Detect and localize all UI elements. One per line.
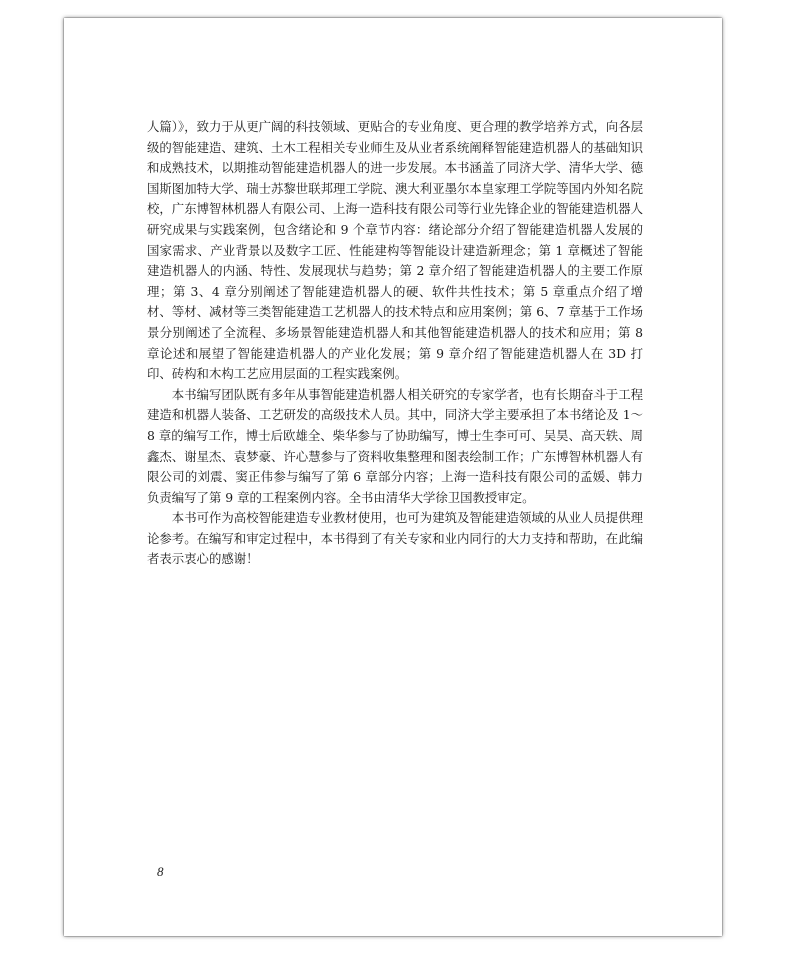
paragraph-acknowledgement: 本书可作为高校智能建造专业教材使用，也可为建筑及智能建造领域的从业人员提供理论参考。在编写和审定过程中，本书得到了有关专家和业内同行的大力支持和帮助，在此编者表示衷心的感谢！ bbox=[147, 510, 643, 567]
paragraph-authors: 本书编写团队既有多年从事智能建造机器人相关研究的专家学者，也有长期奋斗于工程建造和机器人装备、工艺研发的高级技术人员。其中，同济大学主要承担了本书绪论及 1～8 章的编写工作，博士后欧雄全、柴华参与了协助编写，博士生李可可、吴昊、高天轶、周鑫杰、谢星杰、袁梦豪、许心慧参与了资料收集整理和图表绘制工作；广东博智林机器人有限公司的刘震、窦正伟参与编写了第 6 章部分内容；上海一造科技有限公司的孟媛、韩力负责编写了第 9 章的工程案例内容。全书由清华大学徐卫国教授审定。 bbox=[147, 386, 643, 505]
body-text bbox=[147, 117, 643, 570]
book-page bbox=[64, 18, 722, 936]
paragraph-intro-summary: 人篇）》，致力于从更广阔的科技领域、更贴合的专业角度、更合理的教学培养方式，向各层级的智能建造、建筑、土木工程相关专业师生及从业者系统阐释智能建造机器人的基础知识和成熟技术，以期推动智能建造机器人的进一步发展。本书涵盖了同济大学、清华大学、德国斯图加特大学、瑞士苏黎世联邦理工学院、澳大利亚墨尔本皇家理工学院等国内外知名院校，广东博智林机器人有限公司、上海一造科技有限公司等行业先锋企业的智能建造机器人研究成果与实践案例，包含绪论和 9 个章节内容：绪论部分介绍了智能建造机器人发展的国家需求、产业背景以及数字工匠、性能建构等智能设计建造新理念；第 1 章概述了智能建造机器人的内涵、特性、发展现状与趋势；第 2 章介绍了智能建造机器人的主要工作原理；第 3、4 章分别阐述了智能建造机器人的硬、软件共性技术；第 5 章重点介绍了增材、等材、减材等三类智能建造工艺机器人的技术特点和应用案例；第 6、7 章基于工作场景分别阐述了全流程、多场景智能建造机器人和其他智能建造机器人的技术和应用；第 8 章论述和展望了智能建造机器人的产业化发展；第 9 章介绍了智能建造机器人在 3D 打印、砖构和木构工艺应用层面的工程实践案例。 bbox=[147, 119, 643, 382]
page-number: 8 bbox=[157, 864, 164, 879]
